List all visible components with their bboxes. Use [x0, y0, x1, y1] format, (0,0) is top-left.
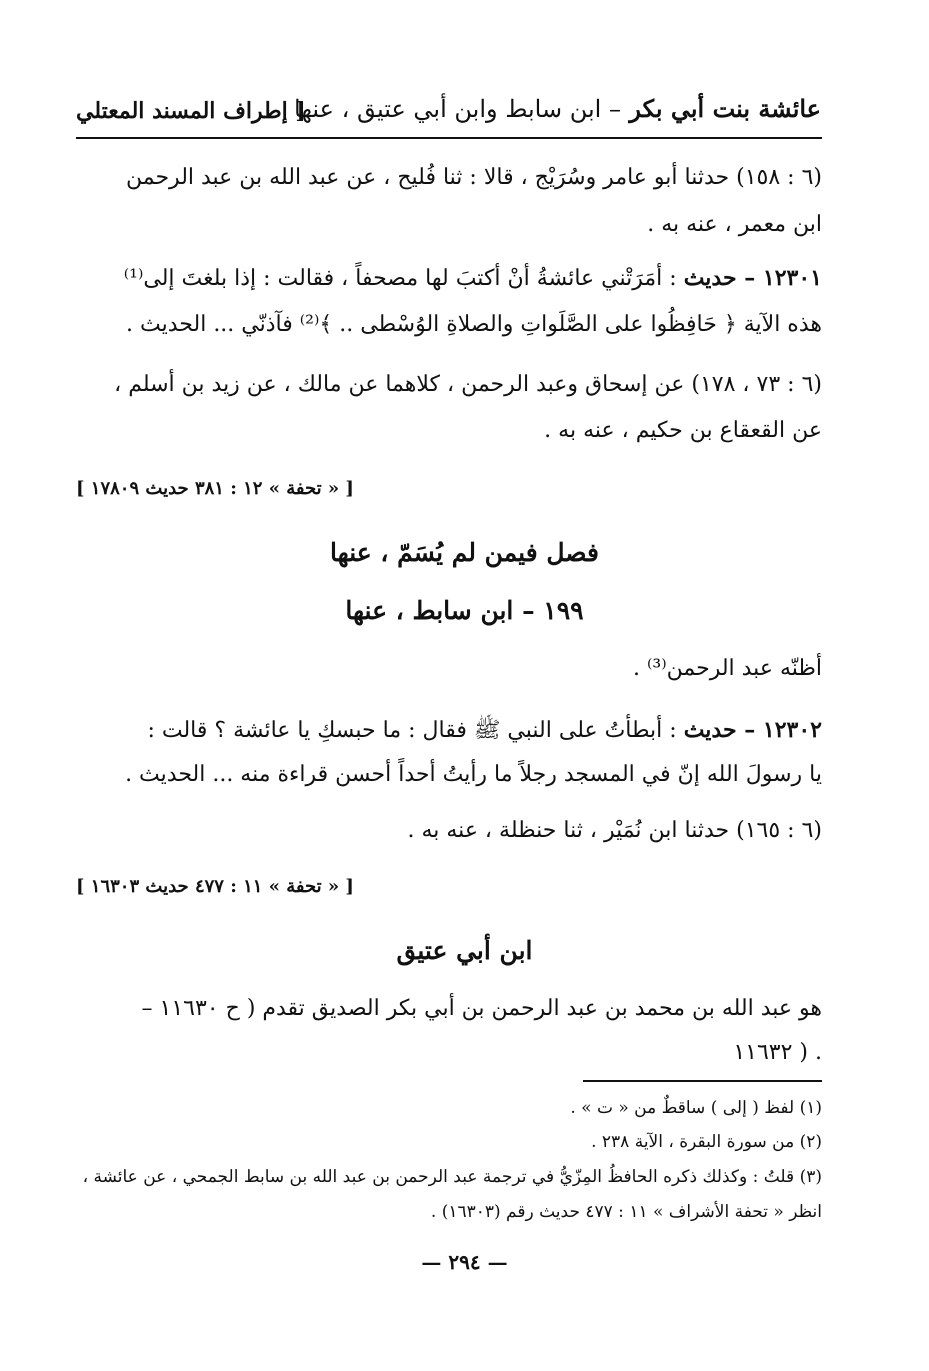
header-title-bold: عائشة بنت أبي بكر	[629, 94, 821, 123]
footnote: (٢) من سورة البقرة ، الآية ٢٣٨ .	[591, 1132, 822, 1152]
footnote-rule	[583, 1080, 822, 1082]
section-heading: ١٩٩ – ابن سابط ، عنها	[345, 596, 584, 625]
text-line: ١١٦٣٢ ) .	[733, 1040, 822, 1065]
text-line: عن القعقاع بن حكيم ، عنه به .	[544, 418, 822, 443]
hadith-text: : أبطأتُ على النبي ﷺ فقال : ما حبسكِ يا عائشة ؟ قالت :	[147, 718, 677, 743]
text-line: (٦ : ١٥٨) حدثنا أبو عامر وسُرَيْج ، قالا : ثنا فُليح ، عن عبد الله بن عبد الرحمن	[125, 165, 822, 190]
text-line: ابن معمر ، عنه به .	[647, 212, 822, 237]
tuhfa-reference: [ « تحفة » ١١ : ٤٧٧ حديث ١٦٣٠٣ ]	[76, 876, 354, 897]
running-header-title	[294, 94, 821, 123]
hadith-text: : أمَرَتْني عائشةُ أنْ أكتبَ لها مصحفاً ، فقالت : إذا بلغتَ إلى⁽¹⁾	[123, 266, 677, 291]
hadith-number: ١٢٣٠٢ – حديث	[683, 717, 822, 743]
running-header-book: [ إطراف المسند المعتلي	[76, 98, 306, 124]
hadith-number: ١٢٣٠١ – حديث	[683, 265, 822, 291]
text-line: (٦ : ٧٣ ، ١٧٨) عن إسحاق وعبد الرحمن ، كلاهما عن مالك ، عن زيد بن أسلم ،	[114, 372, 822, 397]
hadith-line	[124, 265, 822, 291]
tuhfa-reference: [ « تحفة » ١٢ : ٣٨١ حديث ١٧٨٠٩ ]	[76, 478, 354, 499]
text-line: هذه الآية ﴿ حَافِظُوا على الصَّلَواتِ والصلاةِ الوُسْطى .. ﴾⁽²⁾ فآذنّي ... الحديث .	[126, 312, 822, 337]
text-line: أظنّه عبد الرحمن⁽³⁾ .	[633, 656, 822, 681]
footnote: (٣) قلتُ : وكذلك ذكره الحافظُ المِزّيُّ في ترجمة عبد الرحمن بن عبد الله بن سابط الجمحي ، عن عائشة ،	[82, 1167, 822, 1187]
text-line: (٦ : ١٦٥) حدثنا ابن نُمَيْر ، ثنا حنظلة ، عنه به .	[407, 818, 822, 843]
header-rule	[76, 137, 822, 139]
header-title-rest: – ابن سابط وابن أبي عتيق ، عنها	[294, 95, 621, 123]
text-line: يا رسولَ الله إنّ في المسجد رجلاً ما رأيتُ أحداً أحسن قراءة منه ... الحديث .	[125, 762, 822, 787]
footnote: (١) لفظ ( إلى ) ساقطٌ من « ت » .	[570, 1098, 822, 1118]
footnote: انظر « تحفة الأشراف » ١١ : ٤٧٧ حديث رقم (١٦٣٠٣) .	[430, 1202, 822, 1222]
page-number: — ٢٩٤ —	[421, 1250, 508, 1274]
section-heading: فصل فيمن لم يُسَمّ ، عنها	[330, 538, 599, 567]
hadith-line	[147, 716, 822, 748]
text-line: هو عبد الله بن محمد بن عبد الرحمن بن أبي بكر الصديق تقدم ( ح ١١٦٣٠ –	[141, 996, 822, 1021]
section-heading: ابن أبي عتيق	[396, 936, 533, 965]
